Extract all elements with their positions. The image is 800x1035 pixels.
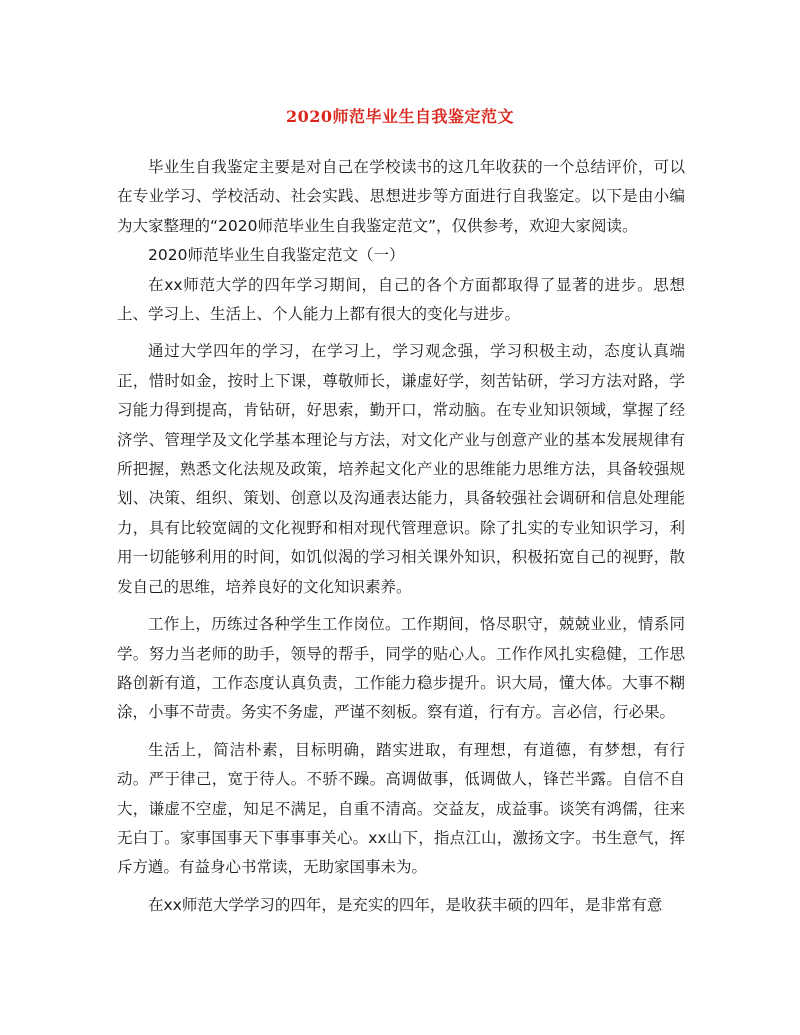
document-body (117, 153, 685, 920)
paragraph-intro: 毕业生自我鉴定主要是对自己在学校读书的这几年收获的一个总结评价，可以在专业学习、学校活动、社会实践、思想进步等方面进行自我鉴定。以下是由小编为大家整理的“2020师范毕业生自我鉴定范文”，仅供参考，欢迎大家阅读。 (117, 158, 685, 235)
paragraph-work: 工作上，历练过各种学生工作岗位。工作期间，恪尽职守，兢兢业业，情系同学。努力当老师的助手，领导的帮手，同学的贴心人。工作作风扎实稳健，工作思路创新有道，工作态度认真负责，工作能力稳步提升。识大局，懂大体。大事不糊涂，小事不苛责。务实不务虚，严谨不刻板。察有道，行有方。言必信，行必果。 (117, 615, 685, 722)
paragraph-overview: 在xx师范大学的四年学习期间，自己的各个方面都取得了显著的进步。思想上、学习上、生活上、个人能力上都有很大的变化与进步。 (117, 275, 685, 324)
paragraph-study: 通过大学四年的学习，在学习上，学习观念强，学习积极主动，态度认真端正，惜时如金，按时上下课，尊敬师长，谦虚好学，刻苦钻研，学习方法对路，学习能力得到提高，肯钻研，好思索，勤开口，常动脑。在专业知识领域，掌握了经济学、管理学及文化学基本理论与方法，对文化产业与创意产业的基本发展规律有所把握，熟悉文化法规及政策，培养起文化产业的思维能力思维方法，具备较强规划、决策、组织、策划、创意以及沟通表达能力，具备较强社会调研和信息处理能力，具有比较宽阔的文化视野和相对现代管理意识。除了扎实的专业知识学习，利用一切能够利用的时间，如饥似渴的学习相关课外知识，积极拓宽自己的视野，散发自己的思维，培养良好的文化知识素养。 (117, 342, 685, 596)
document-title: 2020师范毕业生自我鉴定范文 (285, 107, 515, 126)
paragraph-conclusion: 在xx师范大学学习的四年，是充实的四年，是收获丰硕的四年，是非常有意 (148, 895, 663, 914)
paragraph-life: 生活上，简洁朴素，目标明确，踏实进取，有理想，有道德，有梦想，有行动。严于律己，宽于待人。不骄不躁。高调做事，低调做人，锋芒半露。自信不自大，谦虚不空虚，知足不满足，自重不清高。交益友，成益事。谈笑有鸿儒，往来无白丁。家事国事天下事事事关心。xx山下，指点江山，激扬文字。书生意气，挥斥方遒。有益身心书常读，无助家国事未为。 (117, 740, 685, 877)
section-heading: 2020师范毕业生自我鉴定范文（一） (148, 246, 405, 265)
